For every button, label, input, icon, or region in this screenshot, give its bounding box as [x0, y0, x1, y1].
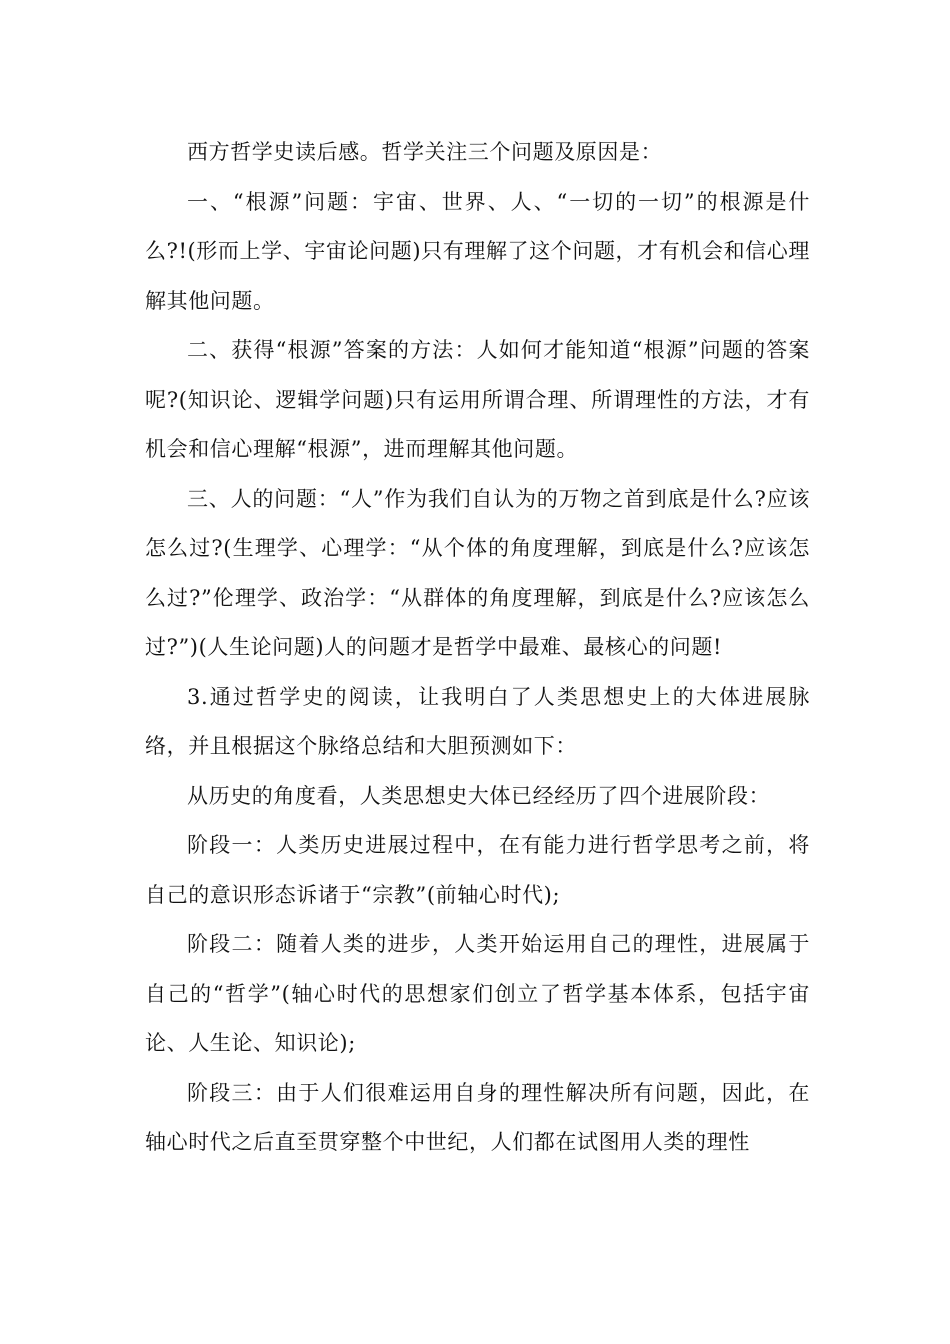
- paragraph-stage-two: 阶段二：随着人类的进步，人类开始运用自己的理性，进展属于自己的“哲学”(轴心时代的思想家们创立了哲学基本体系，包括宇宙论、人生论、知识论);: [145, 932, 810, 1055]
- paragraph-stage-one: 阶段一：人类历史进展过程中，在有能力进行哲学思考之前，将自己的意识形态诉诸于“宗教”(前轴心时代);: [145, 833, 810, 907]
- paragraph-question-one: 一、“根源”问题：宇宙、世界、人、“一切的一切”的根源是什么?!(形而上学、宇宙论问题)只有理解了这个问题，才有机会和信心理解其他问题。: [145, 189, 810, 313]
- paragraph-history-stages: 从历史的角度看，人类思想史大体已经经历了四个进展阶段：: [187, 783, 771, 808]
- document-body: [145, 128, 810, 1168]
- paragraph-question-three: 三、人的问题：“人”作为我们自认为的万物之首到底是什么?应该怎么过?(生理学、心理学：“从个体的角度理解，到底是什么?应该怎么过?”伦理学、政治学：“从群体的角度理解，到底是什么?应该怎么过?”)(人生论问题)人的问题才是哲学中最难、最核心的问题!: [145, 486, 810, 659]
- paragraph-intro: 西方哲学史读后感。哲学关注三个问题及原因是：: [187, 140, 663, 164]
- paragraph-stage-three: 阶段三：由于人们很难运用自身的理性解决所有问题，因此，在轴心时代之后直至贯穿整个中世纪，人们都在试图用人类的理性: [145, 1080, 810, 1154]
- paragraph-section-three: 3.通过哲学史的阅读，让我明白了人类思想史上的大体进展脉络，并且根据这个脉络总结和大胆预测如下：: [145, 684, 810, 758]
- paragraph-question-two: 二、获得“根源”答案的方法：人如何才能知道“根源”问题的答案呢?(知识论、逻辑学问题)只有运用所谓合理、所谓理性的方法，才有机会和信心理解“根源”，进而理解其他问题。: [145, 338, 810, 461]
